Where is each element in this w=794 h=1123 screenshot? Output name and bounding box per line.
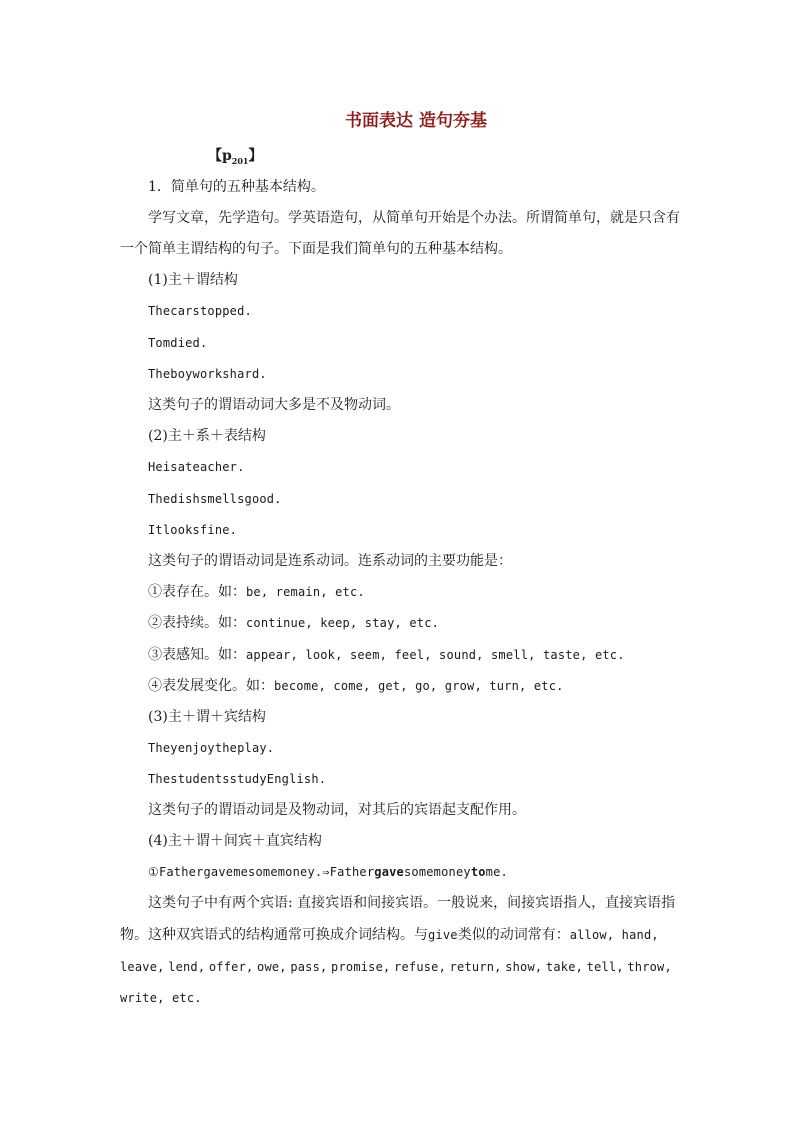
structure-note: 这类句子的谓语动词大多是不及物动词。 [148, 397, 400, 413]
structure-heading: (1)主＋谓结构 [148, 272, 238, 288]
structure-heading: (3)主＋谓＋宾结构 [148, 709, 266, 725]
example-sentence: Theyenjoytheplay. [148, 741, 275, 755]
structure-heading: (2)主＋系＋表结构 [148, 428, 266, 444]
list-item: ③表感知。如：appear, look, seem, feel, sound, smell, taste, etc. [148, 647, 625, 663]
verb-list-line: leave, lend, offer, owe, pass, promise, refuse, return, show, take, tell, throw, [120, 960, 672, 974]
example-sentence: Thecarstopped. [148, 304, 252, 318]
structure-note: 这类句子中有两个宾语: 直接宾语和间接宾语。一般说来，间接宾语指人，直接宾语指 [148, 895, 676, 911]
structure-heading: (4)主＋谓＋间宾＋直宾结构 [148, 833, 322, 849]
example-sentence: ①Fathergavemesomemoney.⇒Fathergavesomemoneytome. [148, 865, 508, 879]
example-sentence: Theboyworkshard. [148, 367, 267, 381]
example-sentence: ThestudentsstudyEnglish. [148, 772, 327, 786]
page-reference: 【$p_{201}$】 [208, 148, 263, 166]
structure-note: 这类句子的谓语动词是连系动词。连系动词的主要功能是： [148, 553, 512, 569]
example-sentence: Thedishsmellsgood. [148, 492, 282, 506]
intro-paragraph-line: 一个简单主谓结构的句子。下面是我们简单句的五种基本结构。 [120, 241, 512, 257]
example-sentence: Tomdied. [148, 336, 208, 350]
verb-list-line: write, etc. [120, 991, 202, 1005]
intro-paragraph-line: 学写文章，先学造句。学英语造句，从简单句开始是个办法。所谓简单句，就是只含有 [148, 210, 680, 226]
structure-note: 物。这种双宾语式的结构通常可换成介词结构。与give类似的动词常有：allow, hand, [120, 927, 659, 943]
page-title: 书面表达 造句夯基 [345, 111, 487, 131]
list-item: ①表存在。如：be, remain, etc. [148, 584, 365, 600]
structure-note: 这类句子的谓语动词是及物动词，对其后的宾语起支配作用。 [148, 802, 526, 818]
example-sentence: Heisateacher. [148, 460, 245, 474]
section-heading: 1．简单句的五种基本结构。 [148, 179, 325, 195]
example-sentence: Itlooksfine. [148, 523, 238, 537]
list-item: ②表持续。如：continue, keep, stay, etc. [148, 615, 440, 631]
list-item: ④表发展变化。如：become, come, get, go, grow, turn, etc. [148, 678, 564, 694]
